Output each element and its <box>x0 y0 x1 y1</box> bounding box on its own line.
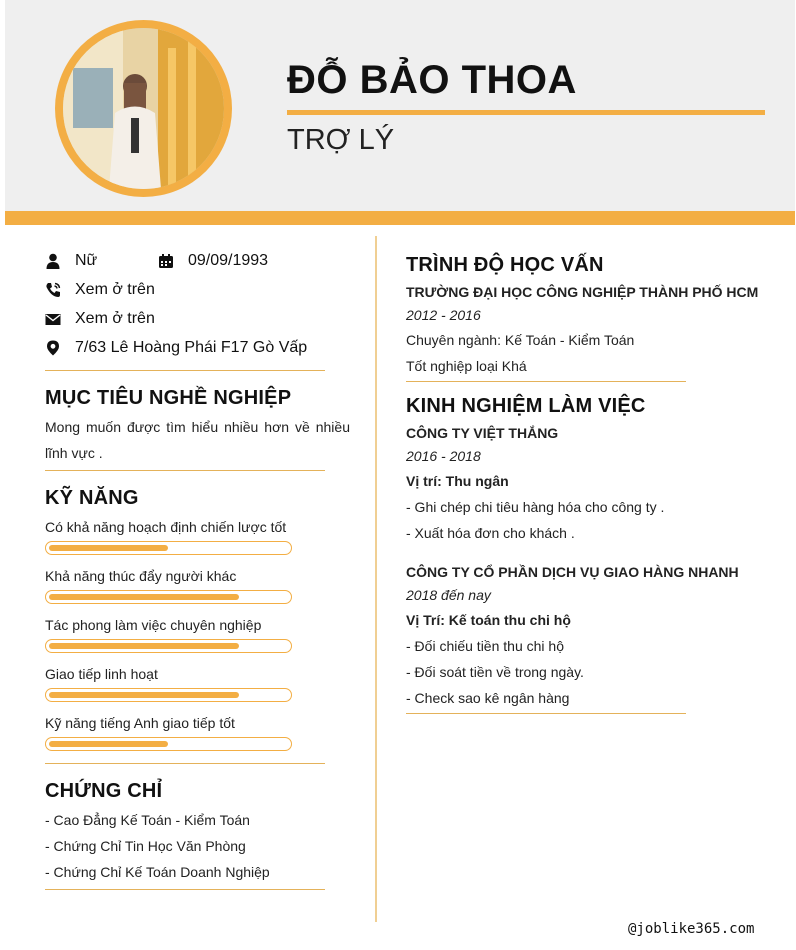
address-text: 7/63 Lê Hoàng Phái F17 Gò Vấp <box>75 339 308 356</box>
education-grade: Tốt nghiệp loại Khá <box>406 358 527 374</box>
objective-title: MỤC TIÊU NGHỀ NGHIỆP <box>45 387 292 409</box>
job-period: 2018 đến nay <box>406 587 491 603</box>
job-duty: - Xuất hóa đơn cho khách . <box>406 525 575 541</box>
job-company: CÔNG TY CỔ PHẦN DỊCH VỤ GIAO HÀNG NHANH <box>406 564 739 580</box>
watermark: @joblike365.com <box>628 921 755 937</box>
experience-divider <box>406 713 686 714</box>
skill-bar-fill <box>49 643 239 649</box>
avatar <box>55 20 232 197</box>
certificate-item: - Chứng Chỉ Tin Học Văn Phòng <box>45 838 246 854</box>
skill-bar-fill <box>49 741 168 747</box>
contact-dob <box>158 252 268 270</box>
skill-label: Kỹ năng tiếng Anh giao tiếp tốt <box>45 715 235 731</box>
location-icon <box>45 340 61 356</box>
header-accent-bar <box>5 211 795 225</box>
person-icon <box>45 253 61 269</box>
skill-bar <box>45 737 292 751</box>
job-duty: - Check sao kê ngân hàng <box>406 690 570 706</box>
name-underline <box>287 110 765 115</box>
contact-address <box>45 339 307 357</box>
phone-icon <box>45 282 61 298</box>
skill-bar-fill <box>49 545 168 551</box>
certificate-item: - Cao Đẳng Kế Toán - Kiểm Toán <box>45 812 250 828</box>
column-divider <box>375 236 377 922</box>
calendar-icon <box>158 253 174 269</box>
contact-email <box>45 310 155 328</box>
contact-gender <box>45 252 97 270</box>
job-duty: - Đối soát tiền về trong ngày. <box>406 664 584 680</box>
experience-title: KINH NGHIỆM LÀM VIỆC <box>406 395 646 417</box>
email-text: Xem ở trên <box>75 310 155 327</box>
job-position: Vị Trí: Kế toán thu chi hộ <box>406 612 571 628</box>
dob-text: 09/09/1993 <box>188 252 269 269</box>
education-title: TRÌNH ĐỘ HỌC VẤN <box>406 254 604 276</box>
education-school: TRƯỜNG ĐẠI HỌC CÔNG NGHIỆP THÀNH PHỐ HCM <box>406 284 759 300</box>
job-company: CÔNG TY VIỆT THẮNG <box>406 425 559 441</box>
job-duty: - Ghi chép chi tiêu hàng hóa cho công ty . <box>406 499 665 515</box>
phone-text: Xem ở trên <box>75 281 155 298</box>
skill-bar <box>45 590 292 604</box>
certificate-item: - Chứng Chỉ Kế Toán Doanh Nghiệp <box>45 864 270 880</box>
mail-icon <box>45 311 61 327</box>
education-major: Chuyên ngành: Kế Toán - Kiểm Toán <box>406 332 635 348</box>
candidate-name: ĐỖ BẢO THOA <box>287 58 577 102</box>
contact-divider <box>45 370 325 371</box>
objective-line-2: lĩnh vực . <box>45 445 103 461</box>
skills-divider <box>45 763 325 764</box>
skill-bar <box>45 541 292 555</box>
skills-title: KỸ NĂNG <box>45 487 139 509</box>
skill-bar-fill <box>49 692 239 698</box>
job-period: 2016 - 2018 <box>406 448 481 464</box>
job-duty: - Đối chiếu tiền thu chi hộ <box>406 638 564 654</box>
skill-label: Tác phong làm việc chuyên nghiệp <box>45 617 262 633</box>
certificates-title: CHỨNG CHỈ <box>45 780 163 802</box>
skill-bar <box>45 639 292 653</box>
objective-line-1: Mong muốn được tìm hiểu nhiều hơn về nhiều <box>45 419 350 435</box>
certificates-divider <box>45 889 325 890</box>
education-divider <box>406 381 686 382</box>
gender-text: Nữ <box>75 252 98 269</box>
contact-phone <box>45 281 155 299</box>
job-title: TRỢ LÝ <box>287 124 395 156</box>
job-position: Vị trí: Thu ngân <box>406 473 509 489</box>
objective-divider <box>45 470 325 471</box>
education-period: 2012 - 2016 <box>406 307 481 323</box>
profile-photo <box>63 28 224 189</box>
skill-label: Khả năng thúc đẩy người khác <box>45 568 237 584</box>
skill-label: Có khả năng hoạch định chiến lược tốt <box>45 519 287 535</box>
skill-bar-fill <box>49 594 239 600</box>
skill-label: Giao tiếp linh hoạt <box>45 666 158 682</box>
skill-bar <box>45 688 292 702</box>
